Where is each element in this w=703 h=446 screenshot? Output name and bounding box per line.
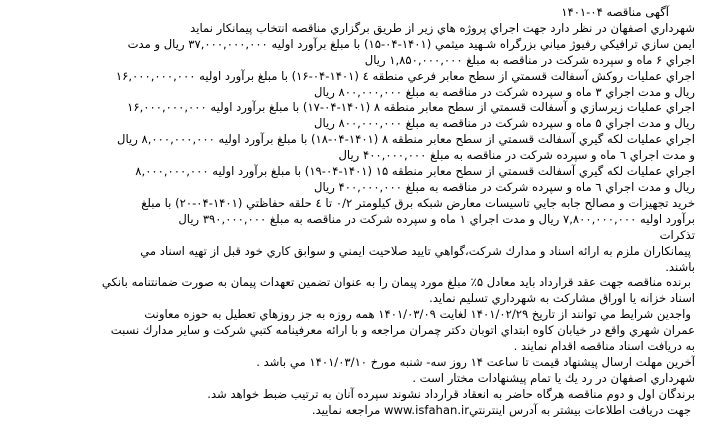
project-4-line-2: و مدت اجراي ٦ ماه و سپرده شركت در مناقصه به مبلغ ۴۰۰,۰۰۰,۰۰۰ ريال — [338, 148, 695, 163]
note-1-line-1: پيمانكاران ملزم به ارائه اسناد و مدارك شركت،گواهي تاييد صلاحيت ايمني و سوابق كاري خود قبل از تهيه اسناد مي — [140, 243, 691, 258]
note-3-line-1: واجدين شرايط مي توانند از تاريخ ۱۴۰۱/۰۲/۲۹ لغايت ۱۴۰۱/۰۳/۰۹ همه روزه به جز روزهاي تعطيل به حوزه معاونت — [144, 307, 691, 322]
project-3-line-1: اجراي عمليات زيرسازي و آسفالت قسمتي از سطح معابر منطقه ۸ (۱۴۰۱-۰۴-۱۷) با مبلغ برآورد اوليه ۱۶,۰۰۰,۰۰۰,۰۰۰ — [127, 100, 695, 115]
project-3-line-2: ريال و مدت اجراي ۵ ماه و سپرده شركت در مناقصه به مبلغ ۸۰۰,۰۰۰,۰۰۰ ريال — [314, 116, 695, 131]
notes-heading: تذكرات — [659, 227, 695, 242]
note-3-line-2: عمران شهري واقع در خيابان كاوه ابتداي اتوبان دكتر چمران مراجعه و با ارائه معرفينامه كتبي شركت و ساير مدارك نسبت — [110, 323, 695, 338]
project-5-line-1: اجراي عمليات لكه گيري آسفالت قسمتي از سطح معابر منطقه ۱۵ (۱۴۰۱-۰۴-۱۹) با مبلغ برآورد اوليه ۸,۰۰۰,۰۰۰,۰۰۰ — [135, 164, 695, 179]
project-6-line-2: برآورد اوليه ۷,۸۰۰,۰۰۰,۰۰۰ ريال و مدت اجراي ۱ ماه و سپرده شركت در مناقصه به مبلغ ۳۹۰,۰۰۰,۰۰۰ ريال — [178, 211, 695, 226]
winners-deposit-line: برندگان اول و دوم مناقصه هرگاه حاضر به انعقاد قرارداد نشوند سپرده آنان به ترتيب ضبط خواهد شد. — [207, 386, 695, 401]
project-2-line-1: اجراي عمليات روكش آسفالت قسمتي از سطح معابر فرعي منطقه ٤ (۱۴۰۱-۰۴-۱۶) با مبلغ برآورد اوليه ۱۶,۰۰۰,۰۰۰,۰۰۰ — [115, 68, 695, 83]
rejection-right-line: شهرداري اصفهان در رد يك يا تمام پيشنهادات مختار است . — [412, 370, 695, 385]
notice-title: آگهی مناقصه ۰۴-۱۴۰۱ — [561, 5, 669, 19]
project-6-line-1: خريد تجهيزات و مصالح جابه جايي تاسيسات معارض شبكه برق كيلومتر ۰/۲ تا ٤ حلقه حفاظتي (۱۴۰۱-۰۴-۲۰) با مبلغ — [141, 195, 695, 210]
notice-intro: شهرداري اصفهان در نظر دارد جهت اجراي پروژه هاي زير از طريق برگزاري مناقصه انتخاب پيمانكار نمايد — [190, 20, 695, 35]
website-line: جهت دريافت اطلاعات بيشتر به آدرس اينترنتيwww.isfahan.ir مراجعه نماييد. — [311, 402, 691, 417]
note-1-line-2: باشند. — [665, 259, 695, 274]
project-1-line-1: ايمن سازي ترافيكي رفيوژ مياني بزرگراه شـهيد ميثمي (۱۴۰۱-۰۴-۱۵) با مبلغ برآورد اوليه ۳۷,۰۰۰,۰۰۰,۰۰۰ ريال و مدت — [127, 36, 695, 51]
note-2-line-1: برنده مناقصه جهت عقد قرارداد بايد معادل ۵٪ مبلغ مورد پيمان را به عنوان تضمين تعهدات پيمان به صورت ضمانتنامه بانكي — [101, 275, 691, 290]
project-5-line-2: ريال و مدت اجراي ٦ ماه و سپرده شركت در مناقصه به مبلغ ۴۰۰,۰۰۰,۰۰۰ ريال — [314, 179, 695, 194]
project-1-line-2: اجراي ۶ ماه و سپرده شركت در مناقصه به مبلغ ۱,۸۵۰,۰۰۰,۰۰۰ ريال — [364, 52, 695, 67]
project-4-line-1: اجراي عمليات لكه گيري آسفالت قسمتي از سطح معابر منطقه ۸ (۱۴۰۱-۰۴-۱۸) با مبلغ برآورد اوليه ۸,۰۰۰,۰۰۰,۰۰۰ ريال — [117, 132, 695, 147]
project-2-line-2: ريال و مدت اجراي ۳ ماه و سپرده شركت در مناقصه به مبلغ ۸۰۰,۰۰۰,۰۰۰ ريال — [314, 84, 695, 99]
note-3-line-3: به دريافت اسناد مناقصه اقدام نمايند . — [513, 339, 695, 354]
note-2-line-2: اسناد خزانه يا اوراق مشاركت به شهرداري تسليم نمايد. — [429, 291, 695, 306]
deadline-line: آخرين مهلت ارسال پيشنهاد قيمت تا ساعت ۱۴ روز سه- شنبه مورخ ۱۴۰۱/۰۳/۱۰ مي باشد . — [256, 354, 695, 369]
